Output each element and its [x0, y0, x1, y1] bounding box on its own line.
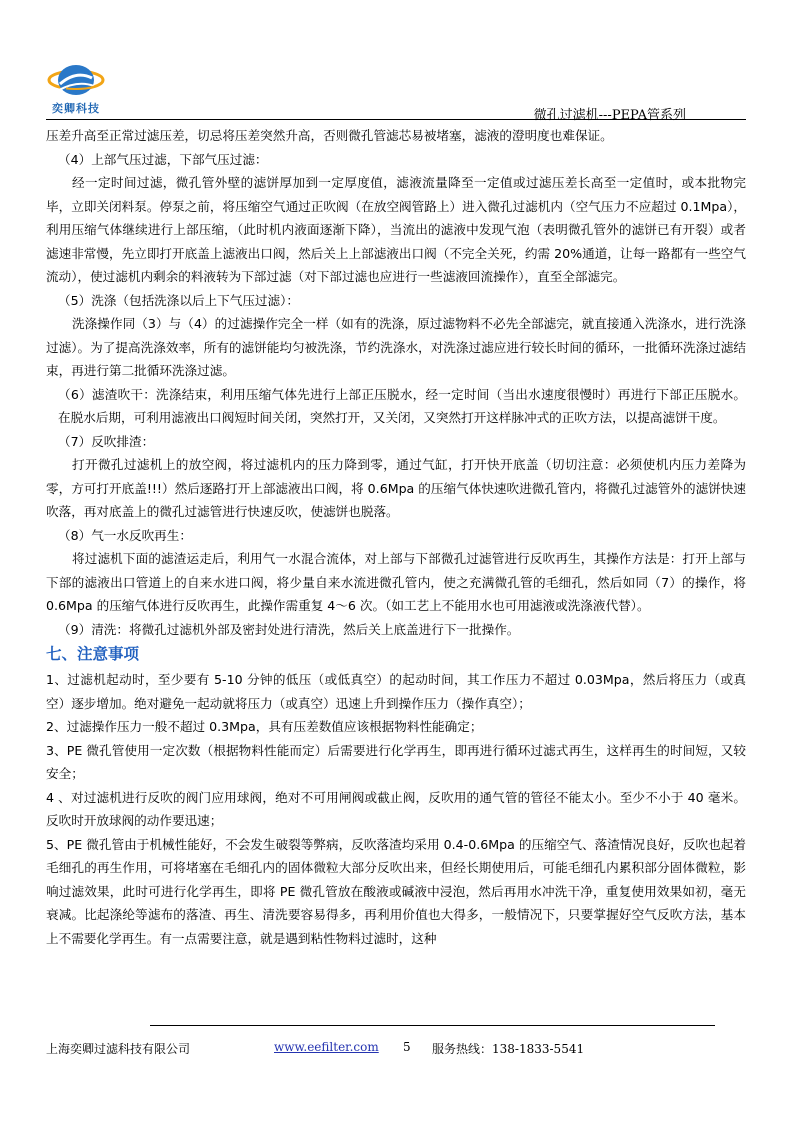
- note-item: 3、PE 微孔管使用一定次数（根据物料性能而定）后需要进行化学再生，即再进行循环过滤式再生，这样再生的时间短，又较安全；: [46, 742, 746, 781]
- note-item: 5、PE 微孔管由于机械性能好，不会发生破裂等弊病，反吹落渣均采用 0.4-0.6Mpa 的压缩空气、落渣情况良好，反吹也起着毛细孔的再生作用，可将堵塞在毛细孔内的固体微粒大部分反吹出来，但经长期使用后，可能毛细孔内累积部分固体微粒，影响过滤效果，此时可进行化学再生，即将 PE 微孔管放在酸液或碱液中浸泡，然后再用水冲洗干净，重复使用效果如初，毫无衰减。比起涤纶等滤布的落渣、再生、清洗要容易得多，再利用价值也大得多，一般情况下，只要掌握好空气反吹方法，基本上不需要化学再生。有一点需要注意，就是遇到粘性物料过滤时，这种: [46, 836, 746, 946]
- paragraph: 洗涤操作同（3）与（4）的过滤操作完全一样（如有的洗涤，原过滤物料不必先全部滤完，就直接通入洗涤水，进行洗涤过滤）。为了提高洗涤效率，所有的滤饼能均匀被洗涤，节约洗涤水，对洗涤过滤应进行较长时间的循环，一批循环洗涤过滤结束，再进行第二批循环洗涤过滤。: [46, 316, 746, 378]
- section-title: 七、注意事项: [46, 645, 140, 663]
- note-item: 4 、对过滤机进行反吹的阀门应用球阀，绝对不可用闸阀或截止阀，反吹用的通气管的管径不能太小。至少不小于 40 毫米。反吹时开放球阀的动作要迅速；: [46, 789, 746, 828]
- header-divider: [46, 119, 746, 120]
- footer-divider: [150, 1025, 715, 1026]
- paragraph: 经一定时间过滤，微孔管外壁的滤饼厚加到一定厚度值，滤液流量降至一定值或过滤压差长高至一定值时，或本批物完毕，立即关闭料泵。停泵之前，将压缩空气通过正吹阀（在放空阀管路上）进入微孔过滤机内（空气压力不应超过 0.1Mpa），利用压缩气体继续进行上部压缩，（此时机内液面逐渐下降），当流出的滤液中发现气泡（表明微孔管外的滤饼已有开裂）或者滤速非常慢，先立即打开底盖上滤液出口阀，然后关上上部滤液出口阀（不完全关死，约需 20%通道，让每一路都有一些空气流动），使过滤机内剩余的料液转为下部过滤（对下部过滤也应进行一些滤液回流操作），直至全部滤完。: [46, 175, 746, 284]
- note-item: 1、过滤机起动时，至少要有 5-10 分钟的低压（或低真空）的起动时间，其工作压力不超过 0.03Mpa，然后将压力（或真空）逐步增加。绝对避免一起动就将压力（或真空）迅速上升到操作压力（操作真空）；: [46, 672, 746, 711]
- service-hotline: 服务热线：138-1833-5541: [432, 1042, 585, 1056]
- step-heading-9: （9）清洗：将微孔过滤机外部及密封处进行清洗，然后关上底盖进行下一批操作。: [58, 621, 520, 637]
- document-body: [46, 124, 746, 950]
- note-item: 2、过滤操作压力一般不超过 0.3Mpa，具有压差数值应该根据物料性能确定；: [46, 719, 483, 734]
- step-heading-6: （6）滤渣吹干：洗涤结束，利用压缩气体先进行上部正压脱水，经一定时间（当出水速度很慢时）再进行下部正压脱水。在脱水后期，可利用滤液出口阀短时间关闭，突然打开，又关闭，又突然打开这样脉冲式的正吹方法，以提高滤饼干度。: [58, 386, 746, 425]
- step-heading-5: （5）洗涤（包括洗涤以后上下气压过滤）：: [58, 292, 299, 308]
- paragraph: 打开微孔过滤机上的放空阀，将过滤机内的压力降到零，通过气缸，打开快开底盖（切切注意：必须使机内压力差降为零，方可打开底盖!!!）然后逐路打开上部滤液出口阀，将 0.6Mpa 的压缩气体快速吹进微孔管内，将微孔过滤管外的滤饼快速吹落，再对底盖上的微孔过滤管进行快速反吹，使滤饼也脱落。: [46, 457, 746, 519]
- paragraph: 压差升高至正常过滤压差，切忌将压差突然升高，否则微孔管滤芯易被堵塞，滤液的澄明度也难保证。: [46, 128, 613, 143]
- page-number: 5: [403, 1040, 411, 1054]
- paragraph: 将过滤机下面的滤渣运走后，利用气一水混合流体，对上部与下部微孔过滤管进行反吹再生，其操作方法是：打开上部与下部的滤液出口管道上的自来水进口阀，将少量自来水流进微孔管内，使之充满微孔管的毛细孔，然后如同（7）的操作，将 0.6Mpa 的压缩气体进行反吹再生，此操作需重复 4～6 次。（如工艺上不能用水也可用滤液或洗涤液代替）。: [46, 551, 746, 613]
- header-title: 微孔过滤机---PEPA管系列: [533, 108, 686, 123]
- step-heading-7: （7）反吹排渣：: [58, 433, 155, 449]
- page-header: [46, 56, 746, 122]
- footer-company: 上海奕卿过滤科技有限公司: [46, 1042, 191, 1056]
- step-heading-4: （4）上部气压过滤，下部气压过滤：: [58, 151, 268, 167]
- website-link[interactable]: www.eefilter.com: [274, 1040, 379, 1054]
- step-heading-8: （8）气一水反吹再生：: [58, 527, 192, 543]
- logo-text: 奕卿科技: [52, 102, 100, 115]
